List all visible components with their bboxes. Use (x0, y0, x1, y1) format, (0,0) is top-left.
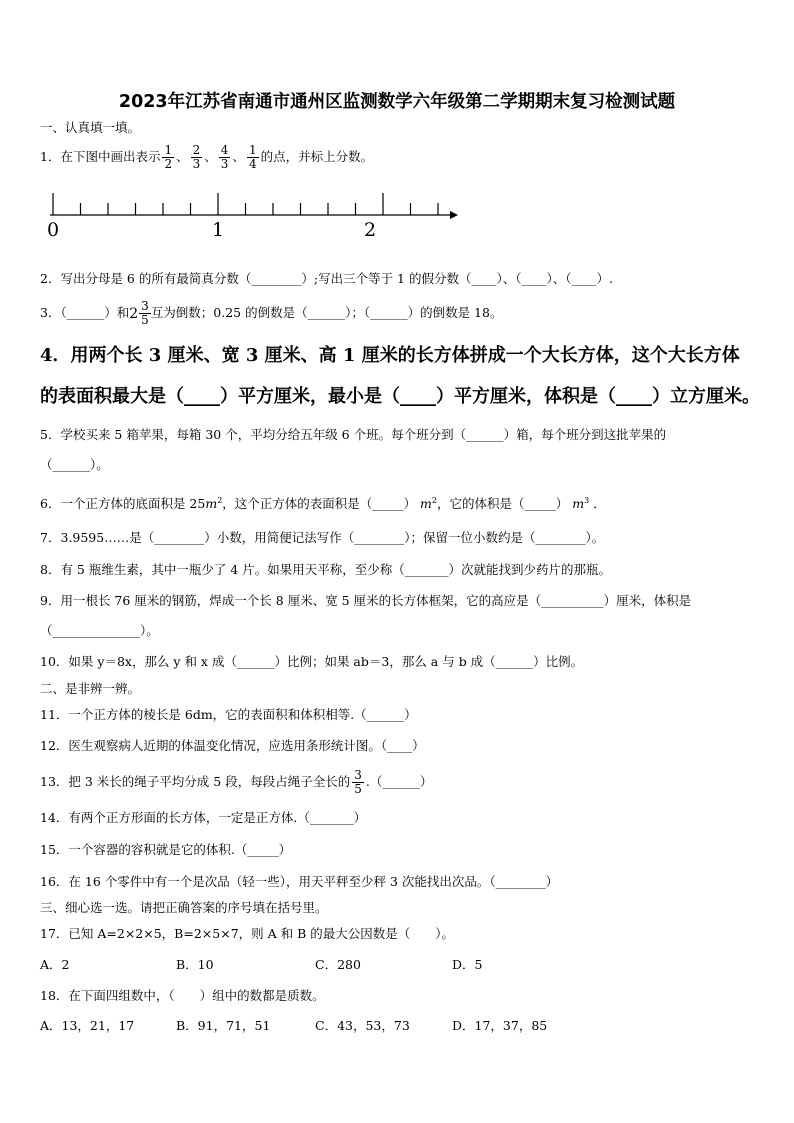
numerator: 2 (192, 143, 201, 157)
question-14: 14．有两个正方形面的长方体，一定是正方体.（_______） (40, 810, 367, 825)
denominator: 2 (164, 157, 173, 171)
number-line-label-2: 2 (363, 219, 377, 241)
question-5-line-1: 5．学校买来 5 箱苹果，每箱 30 个，平均分给五年级 6 个班。每个班分到（______）箱，每个班分到这批苹果的 (40, 427, 667, 442)
denominator: 4 (248, 157, 257, 171)
fraction-4-3 (219, 144, 231, 171)
question-1 (40, 141, 373, 173)
number-line-label-1: 1 (211, 219, 225, 241)
numerator: 3 (141, 299, 149, 313)
unit-m: m (420, 496, 432, 512)
question-16: 16．在 16 个零件中有一个是次品（轻一些），用天平秤至少秤 3 次能找出次品。（________） (40, 874, 559, 889)
unit-m: m (572, 496, 585, 512)
q13-text-b: .（______） (365, 774, 433, 789)
q13-text-a: 13．把 3 米长的绳子平均分成 5 段，每段占绳子全长的 (40, 774, 351, 789)
fraction-2-3 (191, 144, 203, 171)
section-2-heading: 二、是非辨一辨。 (40, 681, 141, 696)
question-8: 8．有 5 瓶维生素，其中一瓶少了 4 片。如果用天平称，至少称（_______）次就能找到少药片的那瓶。 (40, 562, 612, 577)
q17-option-a: A．2 (40, 957, 70, 972)
number-line (40, 186, 470, 246)
question-18: 18．在下面四组数中，（ ）组中的数都是质数。 (40, 988, 325, 1003)
q17-option-c: C．280 (315, 957, 361, 972)
section-1-heading: 一、认真填一填。 (40, 120, 141, 135)
superscript-3: 3 (584, 496, 590, 505)
numerator: 1 (164, 143, 173, 157)
mixed-whole: 2 (129, 305, 139, 322)
q18-option-d: D．17，37，85 (452, 1018, 548, 1033)
fraction-1-4 (247, 144, 259, 171)
question-17: 17．已知 A=2×2×5，B=2×5×7，则 A 和 B 的最大公因数是（ ）。 (40, 926, 455, 941)
q18-option-b: B．91，71，51 (176, 1018, 271, 1033)
question-10: 10．如果 y＝8x，那么 y 和 x 成（______）比例；如果 ab＝3，那么 a 与 b 成（______）比例。 (40, 654, 584, 669)
q3-text-a: 3．（______）和 (40, 305, 130, 320)
question-11: 11．一个正方体的棱长是 6dm，它的表面积和体积相等.（______） (40, 707, 417, 722)
q6-text-a: 6．一个正方体的底面积是 25 (40, 496, 206, 512)
page-title: 2023年江苏省南通市通州区监测数学六年级第二学期期末复习检测试题 (118, 92, 676, 112)
separator: 、 (204, 149, 217, 164)
question-15: 15．一个容器的容积就是它的体积.（_____） (40, 842, 292, 857)
question-13 (40, 765, 432, 799)
q6-text-d: ． (593, 496, 606, 512)
arrow-head-icon (450, 211, 458, 219)
section-3-heading: 三、细心选一选。请把正确答案的序号填在括号里。 (40, 900, 328, 915)
denominator: 3 (192, 157, 201, 171)
number-line-label-0: 0 (46, 219, 60, 241)
question-7: 7．3.9595……是（________）小数，用简便记法写作（________）；保留一位小数约是（________）。 (40, 530, 605, 545)
q1-text-a: 1．在下图中画出表示 (40, 149, 161, 164)
separator: 、 (176, 149, 189, 164)
denominator: 5 (354, 782, 362, 796)
numerator: 3 (354, 768, 362, 782)
question-6 (40, 492, 606, 513)
q6-text-b: ，这个正方体的表面积是（_____） (222, 496, 417, 512)
q1-text-b: 的点，并标上分数。 (260, 149, 374, 164)
q17-option-b: B．10 (176, 957, 214, 972)
question-12: 12．医生观察病人近期的体温变化情况，应选用条形统计图。（____） (40, 738, 425, 753)
denominator: 5 (141, 313, 149, 327)
q18-option-a: A．13，21，17 (40, 1018, 135, 1033)
fraction-3-5 (352, 769, 364, 796)
superscript-2: 2 (431, 496, 437, 505)
q3-text-b: 互为倒数；0.25 的倒数是（______）；（______）的倒数是 18。 (150, 305, 503, 320)
superscript-2: 2 (217, 496, 223, 505)
mixed-number (129, 297, 151, 331)
denominator: 3 (220, 157, 229, 171)
numerator: 1 (248, 143, 257, 157)
question-4-line-1: 4．用两个长 3 厘米、宽 3 厘米、高 1 厘米的长方体拼成一个大长方体，这个大长方体 (40, 345, 740, 366)
question-4-line-2: 的表面积最大是（____）平方厘米，最小是（____）平方厘米，体积是（____）立方厘米。 (40, 386, 760, 407)
question-9-line-2: （______________）。 (40, 623, 159, 638)
q18-option-c: C．43，53，73 (315, 1018, 410, 1033)
question-9-line-1: 9．用一根长 76 厘米的钢筋，焊成一个长 8 厘米、宽 5 厘米的长方体框架，它的高应是（__________）厘米，体积是 (40, 593, 692, 608)
unit-m: m (205, 496, 218, 512)
q17-option-d: D．5 (452, 957, 483, 972)
q6-text-c: ，它的体积是（_____） (437, 496, 569, 512)
question-2: 2．写出分母是 6 的所有最简真分数（________）;写出三个等于 1 的假分数（____）、（____）、（____）. (40, 271, 613, 286)
question-3 (40, 296, 502, 331)
numerator: 4 (220, 143, 229, 157)
separator: 、 (232, 149, 245, 164)
question-5-line-2: （______）。 (40, 457, 109, 472)
number-line-ticks (53, 193, 438, 215)
fraction-1-2 (162, 144, 174, 171)
